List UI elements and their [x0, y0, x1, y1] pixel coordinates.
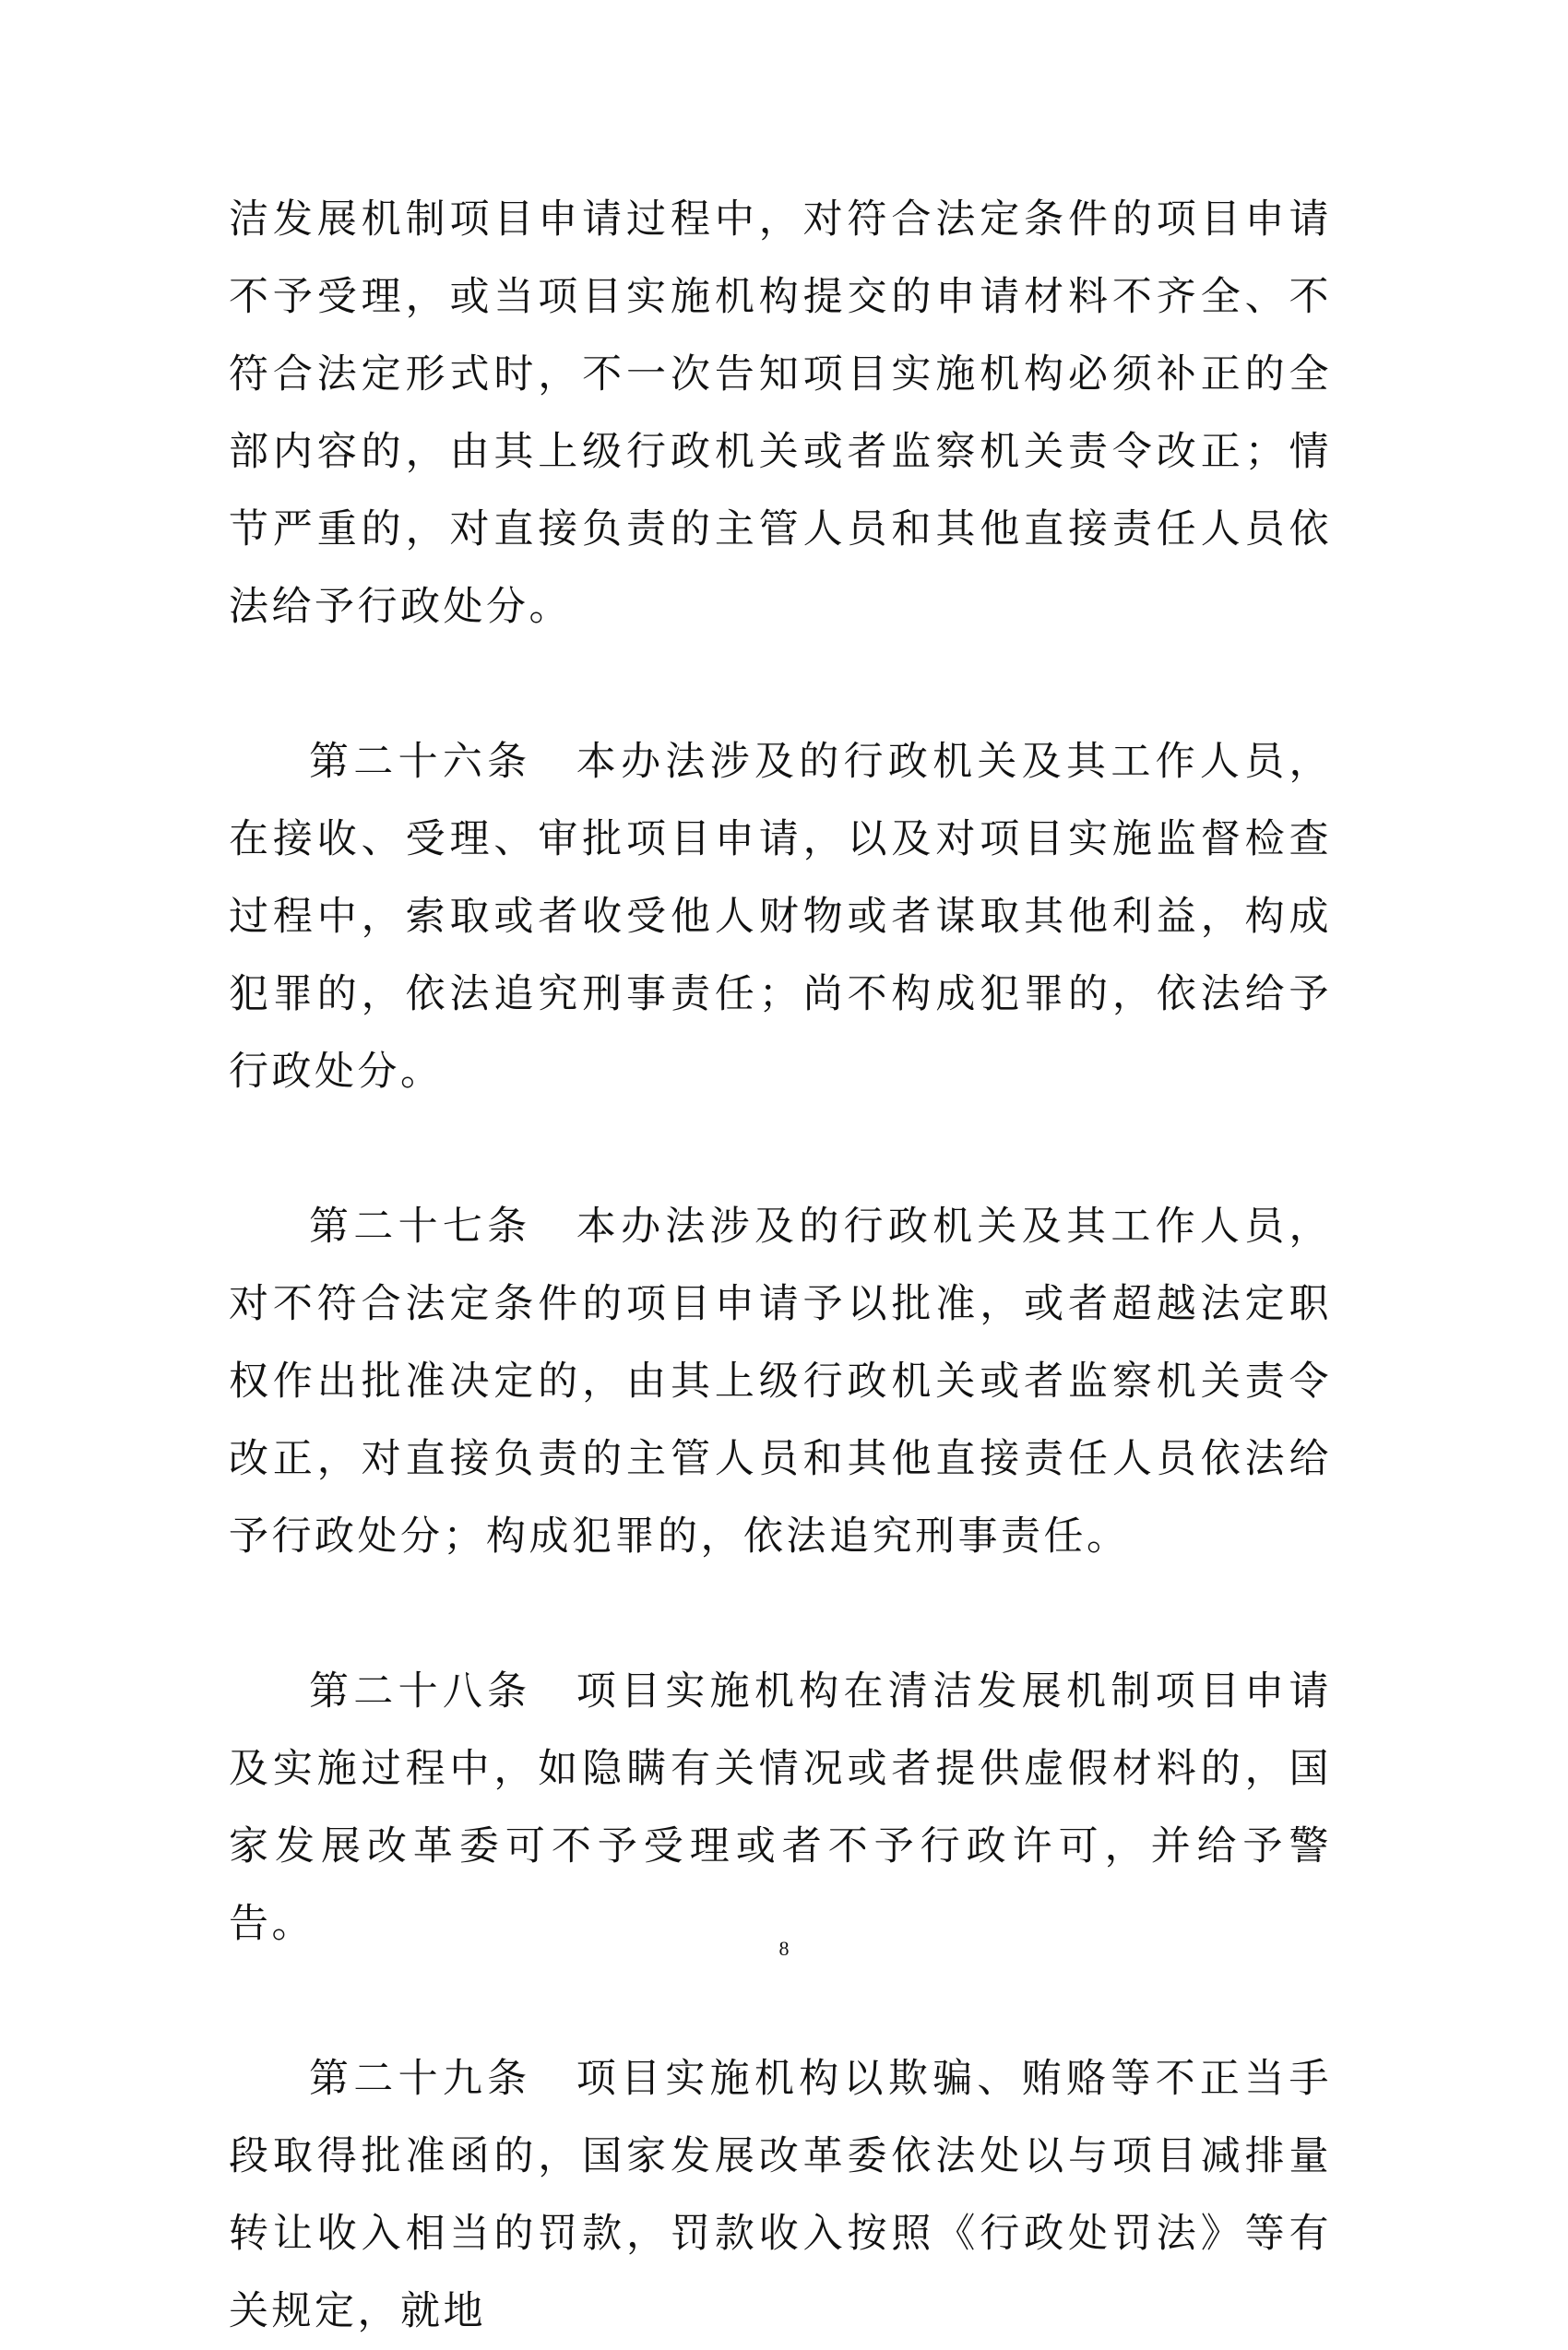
- article-29-paragraph: 第二十九条 项目实施机构以欺骗、贿赂等不正当手段取得批准函的，国家发展改革委依法处以与项目减排量转让收入相当的罚款，罚款收入按照《行政处罚法》等有关规定，就地: [229, 2056, 1332, 2334]
- page-number: 8: [778, 1937, 790, 1960]
- paragraph-continued: 洁发展机制项目申请过程中，对符合法定条件的项目申请不予受理，或当项目实施机构提交的申请材料不齐全、不符合法定形式时，不一次告知项目实施机构必须补正的全部内容的，由其上级行政机关或者监察机关责令改正；情节严重的，对直接负责的主管人员和其他直接责任人员依法给予行政处分。: [229, 196, 1332, 630]
- article-26-paragraph: 第二十六条 本办法涉及的行政机关及其工作人员，在接收、受理、审批项目申请，以及对项目实施监督检查过程中，索取或者收受他人财物或者谋取其他利益，构成犯罪的，依法追究刑事责任；尚不构成犯罪的，依法给予行政处分。: [229, 739, 1332, 1095]
- article-28-paragraph: 第二十八条 项目实施机构在清洁发展机制项目申请及实施过程中，如隐瞒有关情况或者提供虚假材料的，国家发展改革委可不予受理或者不予行政许可，并给予警告。: [229, 1668, 1332, 1947]
- article-27-paragraph: 第二十七条 本办法涉及的行政机关及其工作人员，对不符合法定条件的项目申请予以批准，或者超越法定职权作出批准决定的，由其上级行政机关或者监察机关责令改正，对直接负责的主管人员和其他直接责任人员依法给予行政处分；构成犯罪的，依法追究刑事责任。: [229, 1204, 1332, 1560]
- document-body: [229, 0, 1332, 2350]
